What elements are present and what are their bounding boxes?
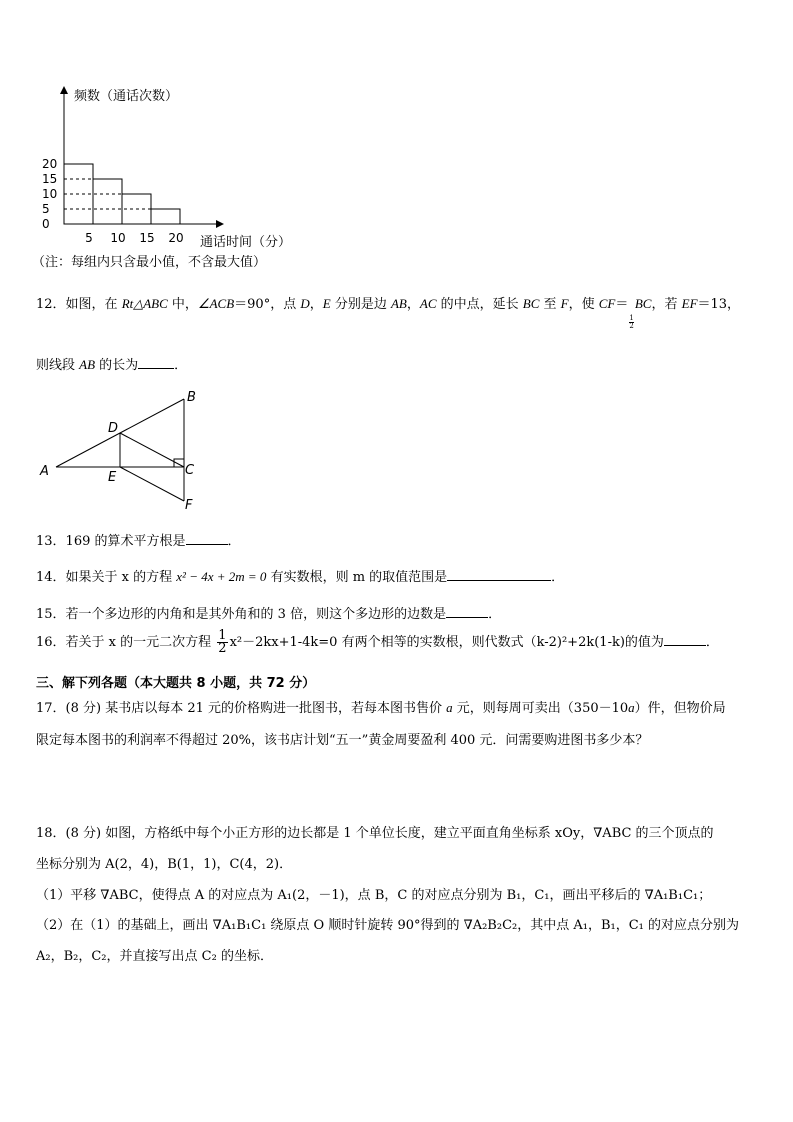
x-tick-label: 10 bbox=[110, 231, 126, 245]
x-tick-label: 15 bbox=[139, 231, 155, 245]
y-tick-label: 20 bbox=[42, 157, 58, 171]
q12-var: AB bbox=[79, 357, 96, 372]
triangle-figure bbox=[38, 385, 208, 515]
q12-text: 中， bbox=[167, 297, 198, 312]
q12-var: BC bbox=[634, 296, 652, 311]
section-heading: 三、解下列各题（本大题共 8 小题，共 72 分） bbox=[36, 676, 316, 691]
q15 bbox=[36, 603, 501, 622]
q12-text: ＝ bbox=[615, 297, 629, 312]
q13 bbox=[36, 530, 241, 549]
q12-var: AB bbox=[390, 296, 407, 311]
frac-num: 1 bbox=[218, 628, 227, 643]
q12-var: F bbox=[560, 296, 569, 311]
label-B: B bbox=[187, 390, 196, 405]
q17-text: 元，则每周可卖出（350－10 bbox=[452, 701, 629, 716]
q12-text: 则线段 bbox=[36, 358, 80, 373]
q14-equation: x² − 4x + 2m = 0 bbox=[176, 569, 267, 584]
q12-var: E bbox=[322, 296, 331, 311]
q17-var: a bbox=[446, 700, 453, 715]
x-tick-label: 5 bbox=[85, 231, 93, 245]
y-axis-label: 频数（通话次数） bbox=[74, 89, 179, 104]
bar-15-20 bbox=[151, 209, 180, 224]
frac-num: 1 bbox=[629, 314, 634, 322]
q12-text: 12．如图，在 bbox=[36, 297, 122, 312]
bar-5-10 bbox=[93, 179, 122, 224]
y-tick-label: 10 bbox=[42, 187, 58, 201]
q17-line2: 限定每本图书的利润率不得超过 20%，该书店计划“五一”黄金周要盈利 400 元．问需要购进图书多少本？ bbox=[36, 733, 649, 748]
q18-line5: A₂，B₂，C₂，并直接写出点 C₂ 的坐标． bbox=[36, 949, 273, 964]
frac-den: 2 bbox=[218, 641, 227, 656]
q18-line1: 18．(8 分) 如图，方格纸中每个小正方形的边长都是 1 个单位长度，建立平面直角坐标系 xOy，∇ABC 的三个顶点的 bbox=[36, 826, 714, 841]
q12-angle: ∠ACB bbox=[197, 296, 235, 311]
q12-text: ＝90°，点 bbox=[234, 297, 301, 312]
q15-text: 15．若一个多边形的内角和是其外角和的 3 倍，则这个多边形的边数是 bbox=[36, 607, 447, 622]
x-axis-label: 通话时间（分） bbox=[200, 235, 292, 250]
q13-text: 13．169 的算术平方根是 bbox=[36, 534, 186, 549]
q12-text: 分别是边 bbox=[330, 297, 391, 312]
q14 bbox=[36, 566, 564, 585]
segment-EF bbox=[120, 467, 184, 501]
q16 bbox=[36, 630, 719, 655]
q12-line1 bbox=[36, 293, 740, 330]
q16-text: 16．若关于 x 的一元二次方程 bbox=[36, 635, 216, 650]
q12-text: ． bbox=[174, 358, 188, 373]
q12-text: ， bbox=[406, 297, 420, 312]
q17-line1 bbox=[36, 697, 726, 716]
y-tick-label: 5 bbox=[42, 202, 50, 216]
label-E: E bbox=[108, 470, 117, 485]
histogram-chart bbox=[30, 80, 330, 280]
answer-blank[interactable] bbox=[186, 531, 228, 545]
q12-text: 的长为 bbox=[95, 358, 139, 373]
q12-text: 的中点，延长 bbox=[436, 297, 523, 312]
q12-text: ， bbox=[309, 297, 323, 312]
q12-rt: Rt△ABC bbox=[121, 296, 168, 311]
label-C: C bbox=[185, 463, 195, 478]
q18-line4: （2）在（1）的基础上，画出 ∇A₁B₁C₁ 绕原点 O 顺时针旋转 90°得到的 ∇A₂B₂C₂，其中点 A₁，B₁，C₁ 的对应点分别为 bbox=[36, 918, 740, 933]
q17-var: a bbox=[628, 700, 635, 715]
answer-blank[interactable] bbox=[138, 355, 174, 369]
q17-text: ）件，但物价局 bbox=[634, 701, 726, 716]
x-tick-label: 20 bbox=[168, 231, 184, 245]
q12-var: BC bbox=[522, 296, 540, 311]
y-tick-label: 15 bbox=[42, 172, 58, 186]
q17-text: 17．(8 分) 某书店以每本 21 元的价格购进一批图书，若每本图书售价 bbox=[36, 701, 447, 716]
q12-text: ＝13， bbox=[697, 297, 741, 312]
frac-den: 2 bbox=[629, 322, 634, 330]
q13-end: ． bbox=[227, 534, 241, 549]
q12-line2 bbox=[36, 354, 187, 373]
q12-var: D bbox=[300, 296, 310, 311]
q12-var: EF bbox=[681, 296, 698, 311]
label-F: F bbox=[185, 498, 193, 513]
answer-blank[interactable] bbox=[446, 604, 488, 618]
q12-text: ，使 bbox=[568, 297, 599, 312]
q12-text: 至 bbox=[539, 297, 561, 312]
q12-text: ，若 bbox=[651, 297, 682, 312]
label-D: D bbox=[108, 421, 119, 436]
label-A: A bbox=[40, 464, 49, 479]
y-tick-label: 0 bbox=[42, 217, 50, 231]
q16-fraction bbox=[217, 630, 227, 655]
q18-line2: 坐标分别为 A(2，4)，B(1，1)，C(4，2)． bbox=[36, 857, 293, 872]
q14-end: ． bbox=[551, 570, 565, 585]
answer-blank[interactable] bbox=[664, 632, 706, 646]
q18-line3: （1）平移 ∇ABC，使得点 A 的对应点为 A₁(2，－1)，点 B，C 的对应点分别为 B₁，C₁，画出平移后的 ∇A₁B₁C₁； bbox=[36, 888, 712, 903]
q12-var: AC bbox=[419, 296, 437, 311]
answer-blank[interactable] bbox=[447, 567, 551, 581]
q12-var: CF bbox=[598, 296, 616, 311]
q14-text: 14．如果关于 x 的方程 bbox=[36, 570, 177, 585]
q14-text: 有实数根，则 m 的取值范围是 bbox=[266, 570, 448, 585]
q12-fraction bbox=[629, 315, 633, 330]
q16-text: x²－2kx+1-4k=0 有两个相等的实数根，则代数式（k-2)²+2k(1-k)的值为 bbox=[229, 635, 664, 650]
q15-end: ． bbox=[488, 607, 502, 622]
chart-note: （注：每组内只含最小值，不含最大值） bbox=[32, 255, 267, 270]
q16-end: ． bbox=[705, 635, 719, 650]
